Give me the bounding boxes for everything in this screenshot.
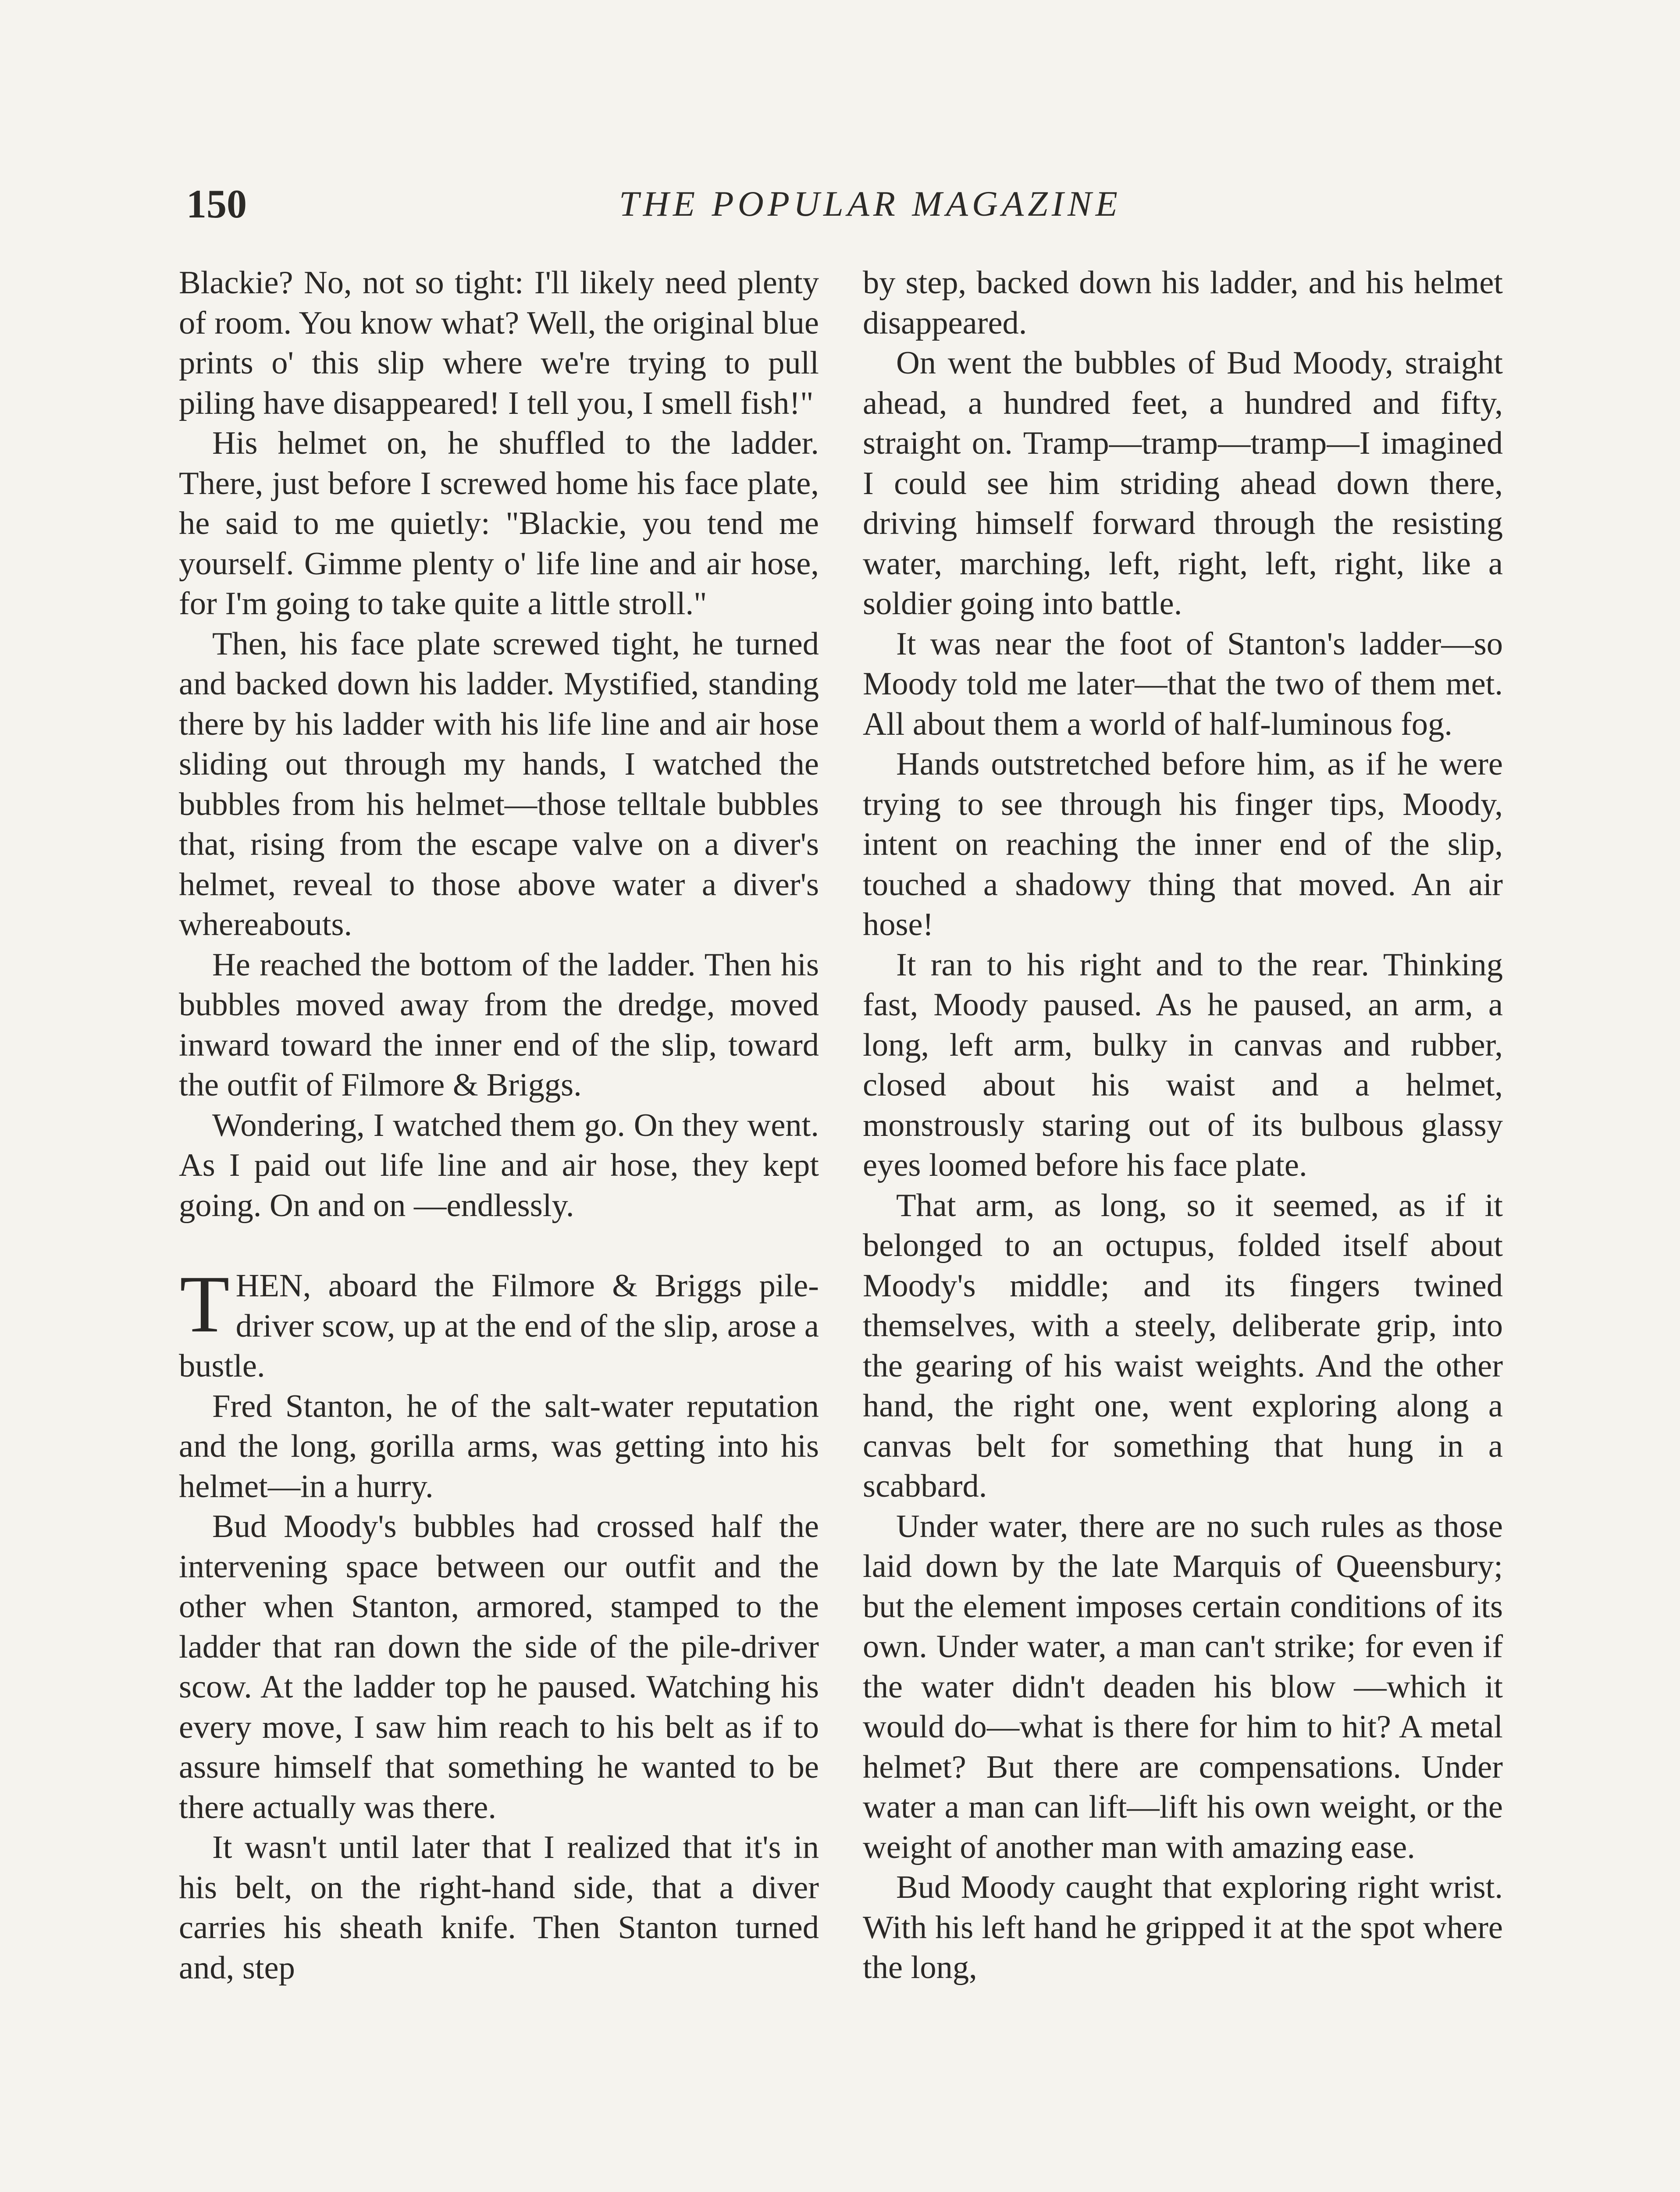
paragraph: He reached the bottom of the ladder. Then his bubbles moved away from the dredge, moved inward toward the inner end of the slip, toward the outfit of Filmore & Briggs. bbox=[179, 947, 819, 1103]
right-column bbox=[863, 263, 1503, 1988]
paragraph: It wasn't until later that I realized that it's in his belt, on the right-hand side, that a diver carries his sheath knife. Then Stanton turned and, step bbox=[179, 1829, 819, 1986]
paragraph: Bud Moody caught that exploring right wrist. With his left hand he gripped it at the spot where the long, bbox=[863, 1869, 1503, 1986]
paragraph: Then, his face plate screwed tight, he turned and backed down his ladder. Mystified, standing there by his ladder with his life line and air hose sliding out through my hands, I watched the bubbles from his helmet—those telltale bubbles that, rising from the escape valve on a diver's helmet, reveal to those above water a diver's whereabouts. bbox=[179, 626, 819, 943]
paragraph: Hands outstretched before him, as if he were trying to see through his finger tips, Moody, intent on reaching the inner end of the slip, touched a shadowy thing that moved. An air hose! bbox=[863, 746, 1503, 943]
paragraph: His helmet on, he shuffled to the ladder. There, just before I screwed home his face plate, he said to me quietly: "Blackie, you tend me yourself. Gimme plenty o' life line and air hose, for I'm going to take quite a little stroll." bbox=[179, 425, 819, 622]
section-opening-text: HEN, aboard the Filmore & Briggs pile-driver scow, up at the end of the slip, arose a bustle. bbox=[179, 1268, 819, 1384]
running-head: THE POPULAR MAGAZINE bbox=[619, 184, 1121, 224]
page-header bbox=[178, 175, 1497, 232]
paragraph: Fred Stanton, he of the salt-water reputation and the long, gorilla arms, was getting into his helmet—in a hurry. bbox=[179, 1388, 819, 1505]
paragraph: It ran to his right and to the rear. Thinking fast, Moody paused. As he paused, an arm, a long, left arm, bulky in canvas and rubber, closed about his waist and a helmet, monstrously staring out of its bulbous glassy eyes loomed before his face plate. bbox=[863, 947, 1503, 1183]
paragraph: Under water, there are no such rules as those laid down by the late Marquis of Queensbury; but the element imposes certain conditions of its own. Under water, a man can't strike; for even if the water didn't deaden his blow —which it would do—what is there for him to hit? A metal helmet? But there are compensations. Under water a man can lift—lift his own weight, or the weight of another man with amazing ease. bbox=[863, 1508, 1503, 1865]
section-opening-paragraph bbox=[179, 1259, 819, 1387]
paragraph: Blackie? No, not so tight: I'll likely need plenty of room. You know what? Well, the original blue prints o' this slip where we're trying to pull piling have disappeared! I tell you, I smell fish!" bbox=[179, 265, 819, 421]
page-number: 150 bbox=[186, 181, 247, 226]
paragraph: Bud Moody's bubbles had crossed half the intervening space between our outfit and the other when Stanton, armored, stamped to the ladder that ran down the side of the pile-driver scow. At the ladder top he paused. Watching his every move, I saw him reach to his belt as if to assure himself that something he wanted to be there actually was there. bbox=[179, 1509, 819, 1825]
paragraph: by step, backed down his ladder, and his helmet disappeared. bbox=[863, 265, 1503, 341]
drop-cap: T bbox=[180, 1259, 230, 1349]
paragraph: It was near the foot of Stanton's ladder—so Moody told me later—that the two of them met. All about them a world of half-luminous fog. bbox=[863, 626, 1503, 742]
paragraph: That arm, as long, so it seemed, as if it belonged to an octupus, folded itself about Moody's middle; and its fingers twined themselves, with a steely, deliberate grip, into the gearing of his waist weights. And the other hand, the right one, went exploring along a canvas belt for something that hung in a scabbard. bbox=[863, 1187, 1503, 1504]
left-column bbox=[179, 263, 819, 1988]
paragraph: On went the bubbles of Bud Moody, straight ahead, a hundred feet, a hundred and fifty, straight on. Tramp—tramp—tramp—I imagined I could see him striding ahead down there, driving himself forward through the resisting water, marching, left, right, left, right, like a soldier going into battle. bbox=[863, 345, 1503, 622]
paragraph: Wondering, I watched them go. On they went. As I paid out life line and air hose, they kept going. On and on —endlessly. bbox=[179, 1107, 819, 1224]
